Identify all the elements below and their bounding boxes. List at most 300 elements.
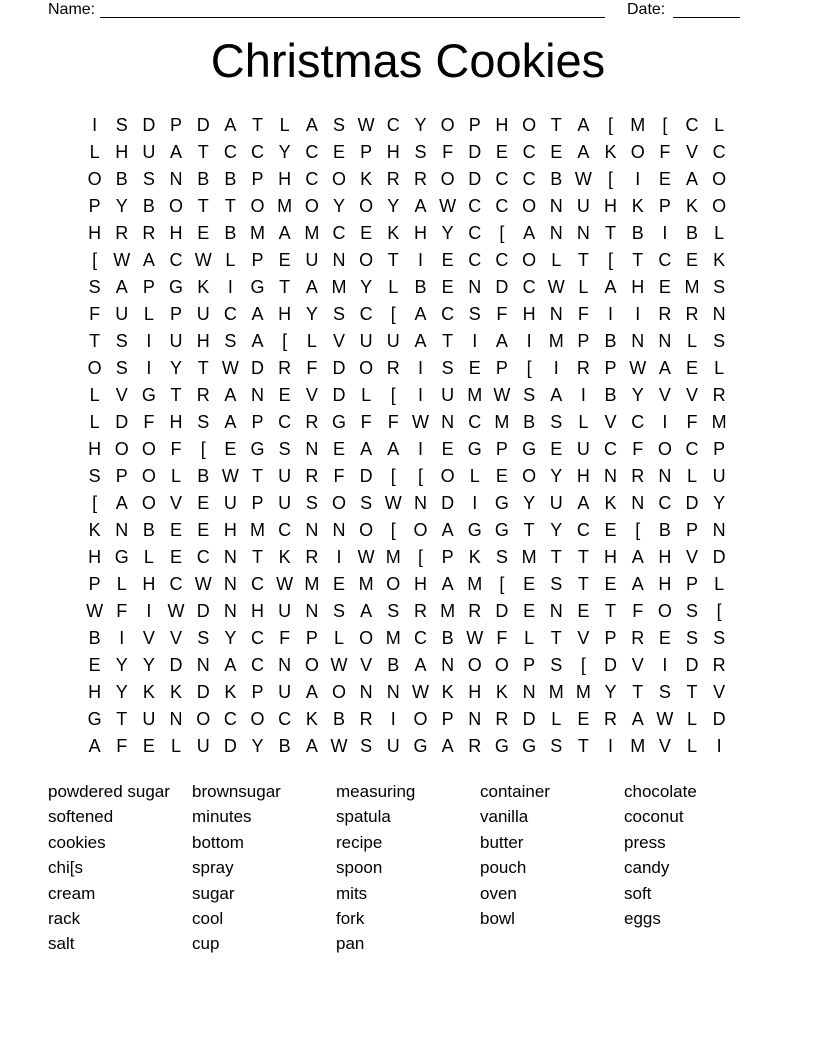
- grid-cell: K: [387, 223, 400, 243]
- grid-cell: I: [635, 169, 641, 189]
- grid-cell: O: [359, 628, 374, 648]
- grid-cell: T: [116, 709, 128, 729]
- grid-cell: U: [115, 304, 129, 324]
- grid-cell: H: [604, 196, 618, 216]
- grid-cell: P: [495, 358, 508, 378]
- grid-cell: R: [631, 628, 645, 648]
- grid-cell: S: [88, 466, 101, 486]
- grid-cell: C: [495, 169, 509, 189]
- grid-cell: W: [86, 601, 104, 621]
- grid-cell: T: [577, 250, 589, 270]
- grid-cell: A: [414, 331, 427, 351]
- grid-cell: O: [522, 115, 537, 135]
- grid-cell: K: [468, 547, 481, 567]
- grid-cell: C: [223, 709, 237, 729]
- grid-cell: F: [496, 628, 508, 648]
- grid-cell: Y: [142, 655, 155, 675]
- grid-cell: A: [686, 169, 699, 189]
- grid-cell: L: [551, 709, 562, 729]
- grid-cell: W: [221, 358, 239, 378]
- grid-cell: N: [441, 655, 455, 675]
- grid-cell: R: [712, 655, 726, 675]
- word-item: spoon: [336, 858, 383, 878]
- grid-cell: A: [224, 655, 237, 675]
- grid-cell: G: [87, 709, 102, 729]
- grid-cell: [: [608, 250, 614, 270]
- grid-cell: M: [684, 277, 700, 297]
- grid-cell: D: [115, 412, 129, 432]
- grid-cell: L: [143, 304, 154, 324]
- grid-cell: P: [88, 196, 101, 216]
- grid-cell: N: [712, 304, 726, 324]
- grid-cell: G: [169, 277, 184, 297]
- grid-cell: V: [658, 385, 671, 405]
- grid-cell: R: [712, 385, 726, 405]
- grid-cell: C: [712, 142, 726, 162]
- grid-cell: C: [604, 439, 618, 459]
- grid-cell: B: [332, 709, 345, 729]
- grid-cell: [: [390, 385, 396, 405]
- name-blank-line: [100, 0, 605, 18]
- grid-cell: C: [359, 304, 373, 324]
- grid-cell: F: [143, 412, 155, 432]
- grid-cell: Y: [604, 682, 617, 702]
- grid-cell: S: [88, 277, 101, 297]
- grid-cell: F: [577, 304, 589, 324]
- grid-cell: Y: [170, 358, 183, 378]
- grid-cell: Y: [224, 628, 237, 648]
- grid-cell: N: [631, 331, 645, 351]
- grid-cell: A: [224, 115, 237, 135]
- grid-cell: M: [250, 223, 266, 243]
- grid-cell: P: [577, 331, 590, 351]
- grid-cell: N: [468, 709, 482, 729]
- grid-cell: O: [359, 520, 374, 540]
- word-item: spray: [192, 858, 234, 878]
- grid-cell: V: [305, 385, 318, 405]
- grid-cell: C: [413, 628, 427, 648]
- grid-cell: S: [224, 331, 237, 351]
- word-item: softened: [48, 807, 114, 827]
- grid-cell: W: [384, 493, 402, 513]
- grid-cell: H: [495, 115, 509, 135]
- grid-cell: F: [170, 439, 182, 459]
- grid-cell: N: [413, 493, 427, 513]
- grid-cell: L: [714, 574, 725, 594]
- grid-cell: T: [605, 223, 617, 243]
- grid-cell: T: [632, 250, 644, 270]
- grid-cell: Y: [441, 223, 454, 243]
- grid-cell: N: [305, 520, 319, 540]
- grid-cell: F: [360, 412, 372, 432]
- grid-cell: K: [441, 682, 454, 702]
- grid-cell: N: [604, 466, 618, 486]
- grid-cell: W: [167, 601, 185, 621]
- word-item: candy: [624, 858, 670, 878]
- word-list-column: [336, 779, 415, 957]
- grid-cell: L: [551, 250, 562, 270]
- grid-cell: D: [223, 736, 237, 756]
- grid-cell: G: [413, 736, 428, 756]
- grid-cell: L: [388, 277, 399, 297]
- grid-cell: R: [576, 358, 590, 378]
- grid-cell: E: [360, 223, 373, 243]
- grid-cell: N: [278, 655, 292, 675]
- grid-cell: E: [658, 277, 671, 297]
- grid-cell: D: [522, 709, 536, 729]
- grid-cell: R: [604, 709, 618, 729]
- grid-cell: F: [686, 412, 698, 432]
- grid-cell: T: [89, 331, 101, 351]
- grid-cell: R: [305, 547, 319, 567]
- grid-cell: D: [685, 655, 699, 675]
- grid-cell: K: [604, 493, 617, 513]
- grid-cell: R: [413, 601, 427, 621]
- grid-cell: W: [221, 466, 239, 486]
- grid-cell: D: [495, 277, 509, 297]
- grid-cell: C: [468, 223, 482, 243]
- grid-cell: L: [333, 628, 344, 648]
- grid-cell: D: [196, 601, 210, 621]
- grid-cell: H: [522, 304, 536, 324]
- grid-cell: O: [440, 115, 455, 135]
- grid-cell: I: [390, 709, 396, 729]
- grid-cell: O: [494, 655, 509, 675]
- grid-cell: K: [360, 169, 373, 189]
- word-item: oven: [480, 883, 517, 903]
- grid-cell: A: [414, 196, 427, 216]
- grid-cell: O: [304, 196, 319, 216]
- grid-cell: C: [495, 196, 509, 216]
- grid-cell: E: [278, 385, 291, 405]
- grid-cell: S: [115, 115, 128, 135]
- grid-cell: D: [332, 358, 346, 378]
- word-item: sugar: [192, 883, 235, 903]
- grid-cell: H: [658, 574, 672, 594]
- grid-cell: A: [523, 223, 536, 243]
- grid-cell: B: [631, 223, 644, 243]
- grid-cell: I: [417, 358, 423, 378]
- grid-cell: O: [331, 169, 346, 189]
- grid-cell: R: [658, 304, 672, 324]
- grid-cell: U: [386, 331, 400, 351]
- grid-cell: E: [577, 601, 590, 621]
- grid-cell: I: [227, 277, 233, 297]
- grid-cell: [: [390, 304, 396, 324]
- grid-cell: [: [608, 115, 614, 135]
- grid-cell: T: [197, 142, 209, 162]
- grid-cell: F: [632, 439, 644, 459]
- grid-cell: R: [359, 709, 373, 729]
- grid-cell: E: [441, 439, 454, 459]
- grid-cell: M: [630, 115, 646, 135]
- grid-cell: K: [170, 682, 183, 702]
- grid-cell: C: [251, 142, 265, 162]
- grid-cell: Y: [278, 142, 291, 162]
- grid-cell: E: [441, 250, 454, 270]
- grid-cell: O: [413, 709, 428, 729]
- grid-cell: V: [713, 682, 726, 702]
- grid-cell: [: [635, 520, 641, 540]
- grid-cell: A: [360, 439, 373, 459]
- grid-cell: A: [414, 304, 427, 324]
- grid-cell: B: [197, 169, 210, 189]
- grid-cell: L: [578, 412, 589, 432]
- grid-cell: E: [278, 250, 291, 270]
- grid-cell: I: [608, 736, 614, 756]
- grid-cell: M: [331, 277, 347, 297]
- grid-cell: F: [496, 304, 508, 324]
- grid-cell: L: [714, 358, 725, 378]
- grid-cell: I: [92, 115, 98, 135]
- grid-cell: H: [88, 439, 102, 459]
- grid-cell: R: [142, 223, 156, 243]
- grid-cell: C: [522, 142, 536, 162]
- grid-cell: U: [278, 601, 292, 621]
- grid-cell: N: [386, 682, 400, 702]
- grid-cell: H: [278, 169, 292, 189]
- grid-cell: O: [114, 439, 129, 459]
- grid-cell: H: [169, 223, 183, 243]
- grid-cell: K: [278, 547, 291, 567]
- grid-cell: O: [359, 358, 374, 378]
- grid-cell: R: [685, 304, 699, 324]
- grid-cell: S: [441, 358, 454, 378]
- grid-cell: W: [113, 250, 131, 270]
- grid-cell: U: [223, 493, 237, 513]
- grid-cell: Y: [523, 493, 536, 513]
- grid-cell: A: [305, 277, 318, 297]
- grid-cell: S: [550, 574, 563, 594]
- word-item: bowl: [480, 909, 515, 929]
- grid-cell: T: [442, 331, 454, 351]
- grid-cell: U: [549, 493, 563, 513]
- grid-cell: N: [332, 520, 346, 540]
- grid-cell: M: [304, 574, 320, 594]
- grid-cell: U: [278, 682, 292, 702]
- grid-cell: A: [88, 736, 101, 756]
- grid-cell: Y: [713, 493, 726, 513]
- grid-cell: O: [522, 466, 537, 486]
- date-blank-line: [673, 0, 740, 18]
- grid-cell: Y: [115, 655, 128, 675]
- grid-cell: F: [89, 304, 101, 324]
- grid-cell: U: [142, 709, 156, 729]
- word-item: coconut: [624, 807, 684, 827]
- grid-cell: B: [550, 169, 563, 189]
- grid-cell: M: [467, 385, 483, 405]
- grid-cell: C: [251, 628, 265, 648]
- grid-cell: N: [522, 682, 536, 702]
- grid-cell: P: [251, 682, 264, 702]
- grid-cell: N: [305, 439, 319, 459]
- grid-cell: C: [468, 412, 482, 432]
- grid-cell: O: [331, 493, 346, 513]
- grid-cell: R: [468, 736, 482, 756]
- grid-cell: T: [577, 547, 589, 567]
- grid-cell: E: [170, 520, 183, 540]
- word-list-column: [48, 779, 170, 957]
- grid-cell: D: [196, 115, 210, 135]
- grid-cell: B: [441, 628, 454, 648]
- grid-cell: L: [687, 709, 698, 729]
- grid-cell: P: [441, 709, 454, 729]
- word-search-grid: [81, 112, 733, 760]
- grid-cell: E: [658, 628, 671, 648]
- grid-cell: Y: [387, 196, 400, 216]
- grid-cell: P: [170, 115, 183, 135]
- grid-cell: C: [169, 574, 183, 594]
- grid-cell: I: [146, 601, 152, 621]
- grid-cell: S: [305, 493, 318, 513]
- grid-cell: I: [417, 439, 423, 459]
- grid-cell: P: [604, 358, 617, 378]
- word-item: rack: [48, 909, 81, 929]
- grid-cell: O: [413, 520, 428, 540]
- grid-cell: Y: [251, 736, 264, 756]
- grid-cell: N: [305, 601, 319, 621]
- grid-cell: N: [441, 412, 455, 432]
- grid-cell: S: [360, 736, 373, 756]
- grid-cell: V: [332, 331, 345, 351]
- grid-cell: D: [359, 466, 373, 486]
- grid-cell: N: [223, 574, 237, 594]
- grid-cell: N: [658, 331, 672, 351]
- grid-cell: B: [604, 331, 617, 351]
- grid-cell: A: [115, 493, 128, 513]
- grid-cell: P: [441, 547, 454, 567]
- grid-cell: [: [390, 466, 396, 486]
- grid-cell: [: [580, 655, 586, 675]
- grid-cell: A: [495, 331, 508, 351]
- grid-cell: M: [548, 682, 564, 702]
- grid-cell: G: [114, 547, 129, 567]
- grid-cell: O: [141, 493, 156, 513]
- grid-cell: C: [223, 142, 237, 162]
- grid-cell: V: [631, 655, 644, 675]
- grid-cell: U: [576, 196, 590, 216]
- grid-cell: P: [360, 142, 373, 162]
- grid-cell: G: [522, 439, 537, 459]
- grid-cell: S: [658, 682, 671, 702]
- grid-cell: L: [143, 547, 154, 567]
- word-item: cookies: [48, 832, 106, 852]
- date-label: Date:: [627, 1, 666, 18]
- grid-cell: F: [279, 628, 291, 648]
- grid-cell: S: [686, 628, 699, 648]
- grid-cell: W: [357, 115, 375, 135]
- grid-cell: I: [417, 385, 423, 405]
- grid-cell: C: [685, 115, 699, 135]
- grid-cell: I: [662, 655, 668, 675]
- grid-cell: B: [115, 169, 128, 189]
- word-item: cream: [48, 883, 96, 903]
- grid-cell: D: [332, 385, 346, 405]
- grid-cell: A: [577, 142, 590, 162]
- grid-cell: E: [197, 223, 210, 243]
- grid-cell: T: [632, 682, 644, 702]
- grid-cell: R: [631, 466, 645, 486]
- grid-cell: E: [332, 142, 345, 162]
- grid-cell: W: [357, 547, 375, 567]
- grid-cell: P: [251, 169, 264, 189]
- grid-cell: [: [417, 466, 423, 486]
- grid-cell: E: [523, 574, 536, 594]
- page-title: Christmas Cookies: [210, 34, 606, 87]
- grid-cell: N: [576, 223, 590, 243]
- grid-cell: I: [553, 358, 559, 378]
- grid-cell: P: [523, 655, 536, 675]
- grid-cell: O: [169, 196, 184, 216]
- grid-cell: D: [468, 142, 482, 162]
- grid-cell: K: [224, 682, 237, 702]
- grid-cell: S: [414, 142, 427, 162]
- grid-cell: B: [604, 385, 617, 405]
- grid-cell: [: [282, 331, 288, 351]
- grid-cell: U: [196, 736, 210, 756]
- grid-cell: U: [576, 439, 590, 459]
- grid-cell: Y: [550, 520, 563, 540]
- grid-cell: I: [472, 493, 478, 513]
- grid-cell: C: [522, 277, 536, 297]
- grid-cell: N: [549, 223, 563, 243]
- grid-cell: V: [686, 385, 699, 405]
- word-item: chi[s: [48, 858, 83, 878]
- grid-cell: K: [495, 682, 508, 702]
- word-item: butter: [480, 832, 524, 852]
- word-item: spatula: [336, 807, 391, 827]
- word-item: vanilla: [480, 807, 529, 827]
- grid-cell: A: [305, 736, 318, 756]
- grid-cell: I: [146, 358, 152, 378]
- grid-cell: S: [495, 547, 508, 567]
- grid-cell: T: [605, 601, 617, 621]
- grid-cell: N: [169, 709, 183, 729]
- word-item: salt: [48, 934, 75, 954]
- grid-cell: U: [386, 736, 400, 756]
- grid-cell: I: [635, 304, 641, 324]
- word-item: recipe: [336, 832, 383, 852]
- grid-cell: K: [686, 196, 699, 216]
- grid-cell: E: [197, 520, 210, 540]
- grid-cell: E: [658, 169, 671, 189]
- grid-cell: F: [632, 601, 644, 621]
- grid-cell: B: [224, 169, 237, 189]
- grid-cell: N: [115, 520, 129, 540]
- grid-cell: B: [197, 466, 210, 486]
- grid-cell: W: [493, 385, 511, 405]
- grid-cell: P: [658, 196, 671, 216]
- grid-cell: R: [115, 223, 129, 243]
- grid-cell: O: [196, 709, 211, 729]
- grid-cell: H: [604, 547, 618, 567]
- grid-cell: [: [92, 493, 98, 513]
- grid-cell: A: [278, 223, 291, 243]
- grid-cell: P: [468, 115, 481, 135]
- grid-cell: K: [88, 520, 101, 540]
- grid-cell: R: [386, 358, 400, 378]
- grid-cell: R: [413, 169, 427, 189]
- grid-cell: H: [169, 412, 183, 432]
- grid-cell: A: [441, 574, 454, 594]
- grid-cell: L: [171, 466, 182, 486]
- grid-cell: D: [495, 601, 509, 621]
- grid-cell: M: [358, 574, 374, 594]
- grid-cell: W: [439, 196, 457, 216]
- grid-cell: L: [687, 466, 698, 486]
- grid-cell: C: [251, 655, 265, 675]
- grid-cell: B: [387, 655, 400, 675]
